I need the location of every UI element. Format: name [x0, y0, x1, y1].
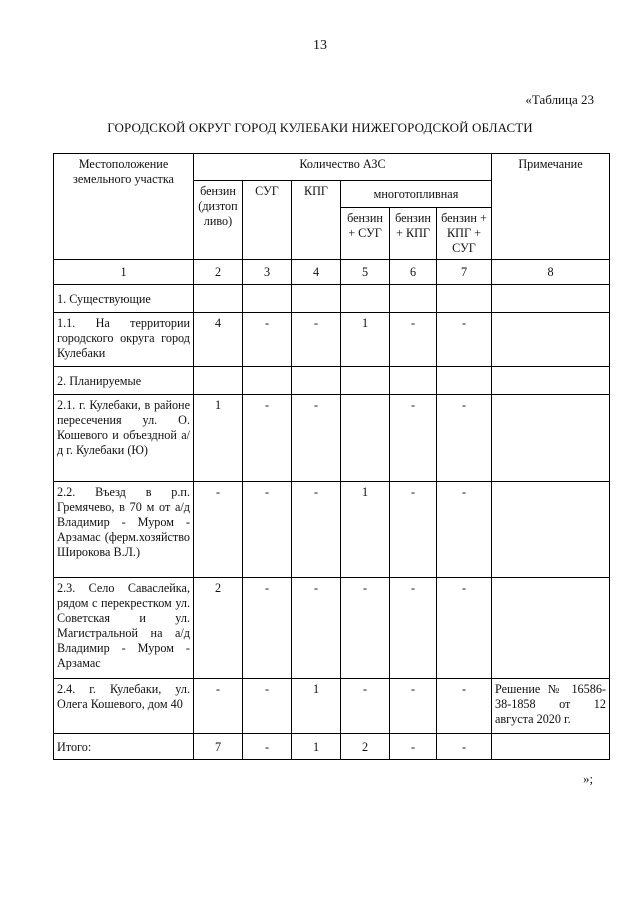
- row-value: -: [243, 313, 292, 367]
- header-sug: СУГ: [243, 181, 292, 260]
- total-value: -: [243, 734, 292, 760]
- row-value: [341, 395, 390, 482]
- row-value: -: [341, 578, 390, 679]
- total-value: 7: [194, 734, 243, 760]
- row-value: -: [292, 313, 341, 367]
- header-benzin-kpg: бензин + КПГ: [390, 208, 437, 260]
- row-value: -: [390, 679, 437, 734]
- header-count: Количество АЗС: [194, 154, 492, 181]
- row-value: -: [390, 395, 437, 482]
- header-location: Местоположение земельного участка: [54, 154, 194, 260]
- column-number: 8: [492, 260, 610, 285]
- column-number: 5: [341, 260, 390, 285]
- row-value: -: [194, 482, 243, 578]
- row-value: -: [437, 395, 492, 482]
- table-row: [54, 313, 610, 367]
- table-row: [54, 578, 610, 679]
- header-benzin-kpg-sug: бензин + КПГ + СУГ: [437, 208, 492, 260]
- total-value: 2: [341, 734, 390, 760]
- total-note: [492, 734, 610, 760]
- row-value: -: [437, 578, 492, 679]
- column-number: 3: [243, 260, 292, 285]
- table-row: [54, 395, 610, 482]
- row-value: 1: [292, 679, 341, 734]
- row-value: -: [292, 395, 341, 482]
- row-value: -: [437, 313, 492, 367]
- total-row: [54, 734, 610, 760]
- row-value: -: [390, 578, 437, 679]
- row-value: 1: [194, 395, 243, 482]
- header-note: Примечание: [492, 154, 610, 260]
- row-value: -: [341, 679, 390, 734]
- section-row: [54, 285, 610, 313]
- row-note: [492, 578, 610, 679]
- total-value: 1: [292, 734, 341, 760]
- row-value: 4: [194, 313, 243, 367]
- document-title: ГОРОДСКОЙ ОКРУГ ГОРОД КУЛЕБАКИ НИЖЕГОРОДСКОЙ ОБЛАСТИ: [107, 120, 533, 135]
- closing-quote: »;: [583, 771, 594, 786]
- section-row: [54, 367, 610, 395]
- table-row: [54, 482, 610, 578]
- row-value: -: [243, 578, 292, 679]
- row-location: 2.3. Село Саваслейка, рядом с перекрестком ул. Советская и ул. Магистральной на а/д Владимир - Муром - Арзамас: [54, 578, 194, 679]
- row-location: 2.4. г. Кулебаки, ул. Олега Кошевого, дом 40: [54, 679, 194, 734]
- column-number: 2: [194, 260, 243, 285]
- header-kpg: КПГ: [292, 181, 341, 260]
- row-value: -: [390, 313, 437, 367]
- row-value: -: [292, 482, 341, 578]
- row-value: -: [437, 679, 492, 734]
- row-note: [492, 313, 610, 367]
- row-note: Решение № 16586-38-1858 от 12 августа 2020 г.: [492, 679, 610, 734]
- row-location: 2.2. Въезд в р.п. Гремячево, в 70 м от а/д Владимир - Муром - Арзамас (ферм.хозяйство Широкова В.Л.): [54, 482, 194, 578]
- row-note: [492, 482, 610, 578]
- row-location: 1.1. На территории городского округа город Кулебаки: [54, 313, 194, 367]
- table-row: [54, 679, 610, 734]
- column-number: 6: [390, 260, 437, 285]
- gas-stations-table: [53, 153, 610, 760]
- total-value: -: [390, 734, 437, 760]
- header-benzin: бензин (дизтоп ливо): [194, 181, 243, 260]
- row-value: -: [390, 482, 437, 578]
- row-value: -: [194, 679, 243, 734]
- column-number: 4: [292, 260, 341, 285]
- header-multifuel: многотопливная: [341, 181, 492, 208]
- column-number: 7: [437, 260, 492, 285]
- table-reference: «Таблица 23: [525, 92, 594, 107]
- header-benzin-sug: бензин + СУГ: [341, 208, 390, 260]
- total-value: -: [437, 734, 492, 760]
- row-value: -: [243, 679, 292, 734]
- section-existing: 1. Существующие: [54, 285, 194, 313]
- row-value: 2: [194, 578, 243, 679]
- page-number: 13: [313, 38, 327, 53]
- column-number: 1: [54, 260, 194, 285]
- row-value: 1: [341, 482, 390, 578]
- total-label: Итого:: [54, 734, 194, 760]
- column-numbers-row: [54, 260, 610, 285]
- row-value: -: [437, 482, 492, 578]
- row-note: [492, 395, 610, 482]
- row-value: -: [292, 578, 341, 679]
- row-value: -: [243, 395, 292, 482]
- row-location: 2.1. г. Кулебаки, в районе пересечения ул. О. Кошевого и объездной а/д г. Кулебаки (Ю): [54, 395, 194, 482]
- row-value: -: [243, 482, 292, 578]
- row-value: 1: [341, 313, 390, 367]
- section-planned: 2. Планируемые: [54, 367, 194, 395]
